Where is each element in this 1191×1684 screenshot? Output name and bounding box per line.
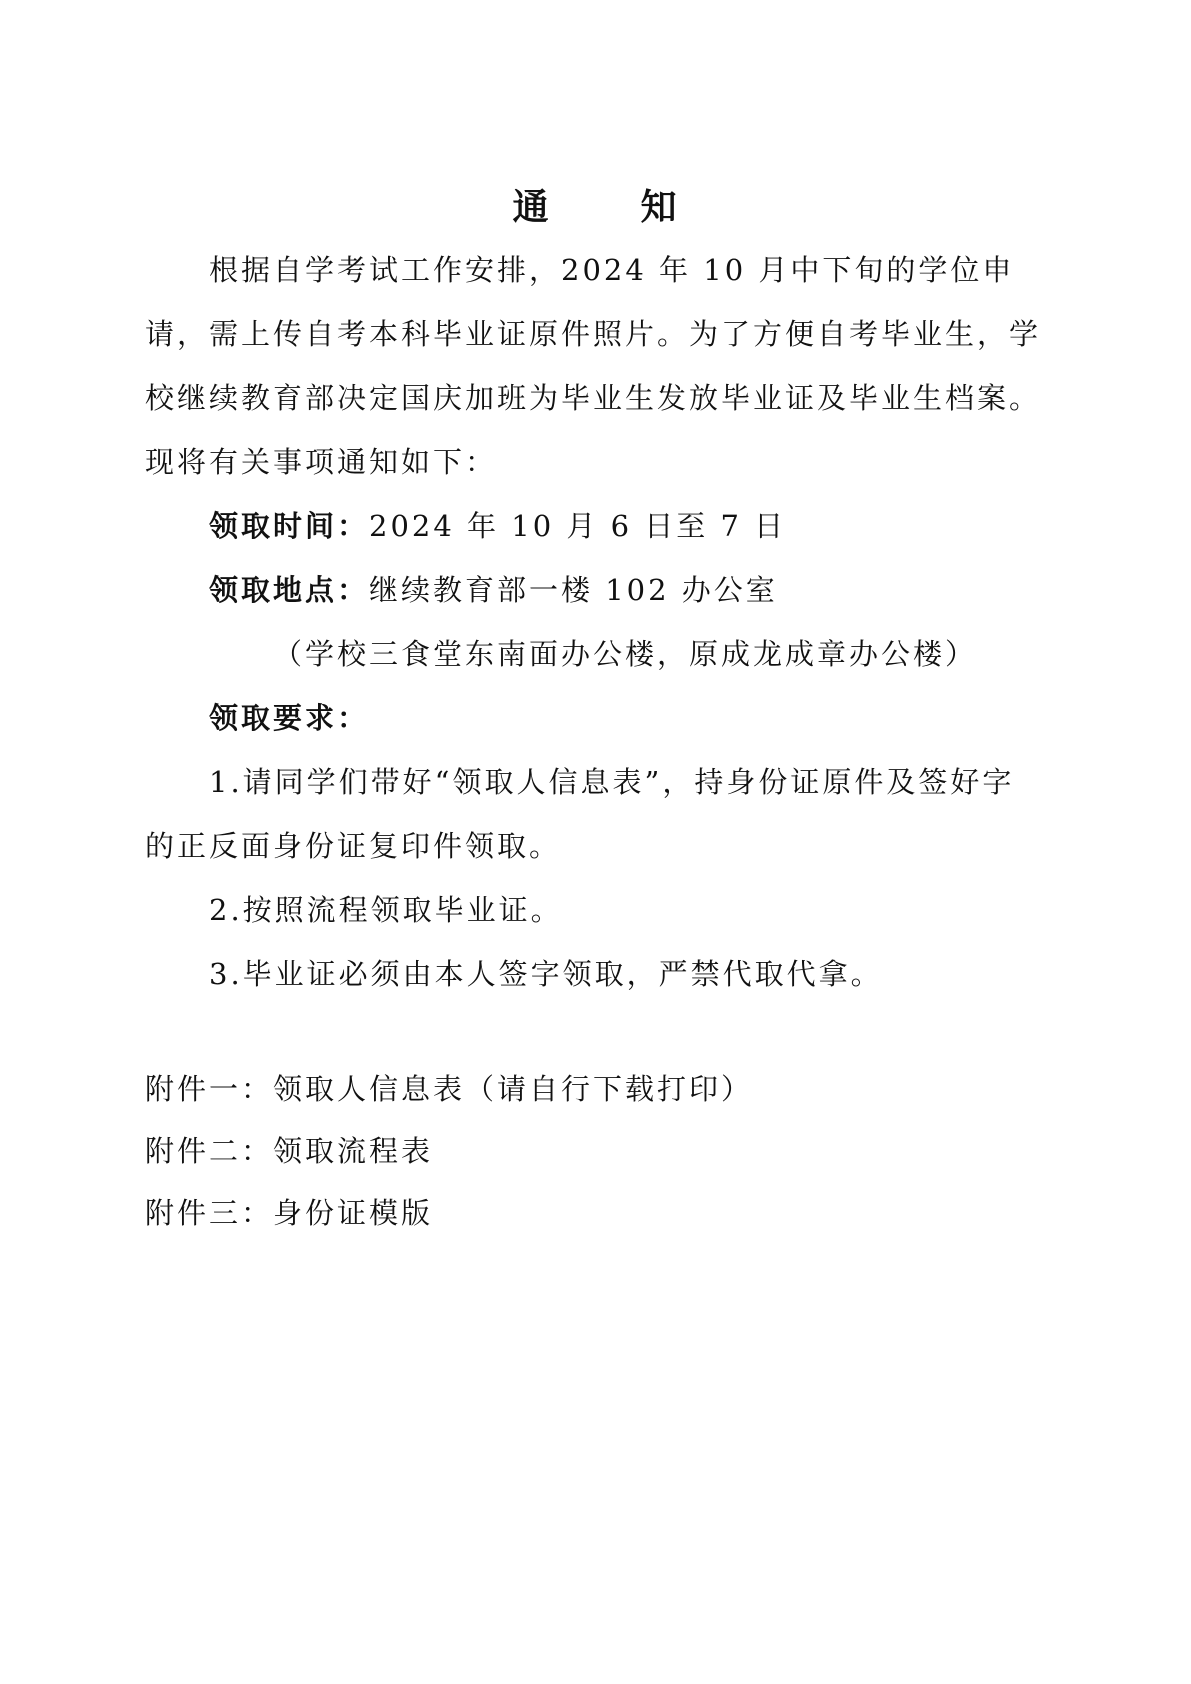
pickup-place-note: （学校三食堂东南面办公楼，原成龙成章办公楼）	[273, 637, 978, 671]
notice-body	[145, 238, 1045, 1006]
title-char-2: 知	[640, 186, 679, 228]
requirement-item-2: 2.按照流程领取毕业证。	[209, 893, 563, 927]
requirement-item-1: 1.请同学们带好“领取人信息表”，持身份证原件及签好字的正反面身份证复印件领取。	[145, 765, 1015, 863]
pickup-time-value: 2024 年 10 月 6 日至 7 日	[369, 509, 787, 543]
requirement-item-3: 3.毕业证必须由本人签字领取，严禁代取代拿。	[209, 957, 883, 991]
notice-title	[0, 182, 1191, 232]
attachment-3: 附件三：身份证模版	[145, 1196, 434, 1230]
pickup-place-label: 领取地点：	[209, 573, 370, 607]
requirements-label: 领取要求：	[209, 701, 370, 735]
attachment-1: 附件一：领取人信息表（请自行下载打印）	[145, 1072, 754, 1106]
attachment-2: 附件二：领取流程表	[145, 1134, 434, 1168]
pickup-time-label: 领取时间：	[209, 509, 370, 543]
pickup-place	[145, 558, 1045, 622]
attachments-list	[145, 1058, 753, 1244]
title-char-1: 通	[512, 186, 551, 228]
pickup-time	[145, 494, 1045, 558]
intro-paragraph: 根据自学考试工作安排，2024 年 10 月中下旬的学位申请，需上传自考本科毕业证原件照片。为了方便自考毕业生，学校继续教育部决定国庆加班为毕业生发放毕业证及毕业生档案。现将有关事项通知如下：	[145, 253, 1042, 479]
pickup-place-value: 继续教育部一楼 102 办公室	[369, 573, 778, 607]
